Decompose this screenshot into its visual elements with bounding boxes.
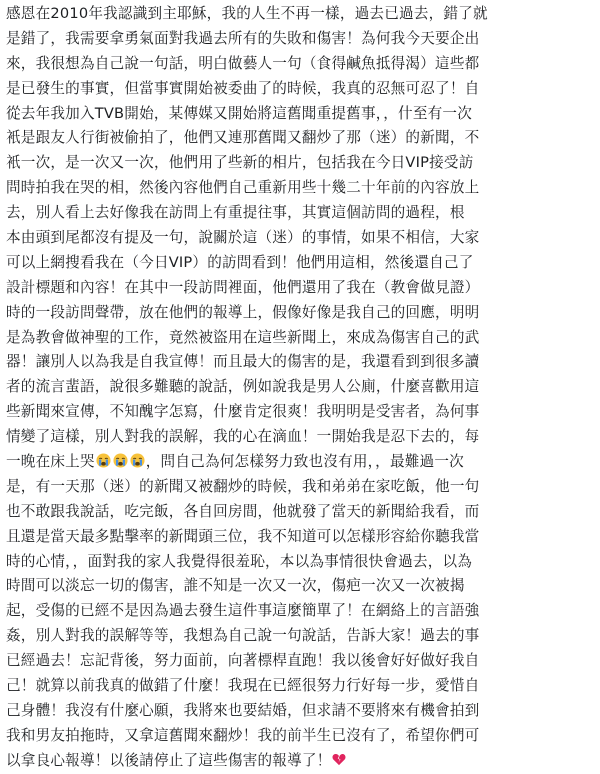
text-line: 是已發生的事實，但當事實開始被委曲了的時候，我真的忍無可忍了！自 xyxy=(6,79,480,97)
text-line: 時間可以淡忘一切的傷害，誰不知是一次又一次，傷疤一次又一次被揭 xyxy=(6,577,465,595)
text-line: 設計標題和內容！在其中一段訪問裡面，他們還用了我在（教會做見證） xyxy=(6,278,480,296)
text-line: 去，別人看上去好像我在訪問上有重提往事，其實這個訪問的過程，根 xyxy=(6,204,465,222)
text-line: 己！就算以前我真的做錯了什麼！我現在已經很努力行好每一步，愛惜自 xyxy=(6,677,480,695)
text-line: 是錯了，我需要拿勇氣面對我過去所有的失敗和傷害！為何我今天要企出 xyxy=(6,29,480,47)
text-line: 器！讓別人以為我是自我宣傳！而且最大的傷害的是，我還看到到很多讀 xyxy=(6,353,480,371)
text-line: 已經過去！忘記背後，努力面前，向著標桿直跑！我以後會好好做好我自 xyxy=(6,652,480,670)
post-body xyxy=(6,2,594,774)
crying-face-icon xyxy=(130,453,145,468)
text-line: 己身體！我沒有什麼心願，我將來也要結婚，但求請不要將來有機會拍到 xyxy=(6,701,480,719)
text-line: 可以上網搜看我在（今日VIP）的訪問看到！他們用這相，然後還自己了 xyxy=(6,253,474,271)
text-line: 是，有一天那（迷）的新聞又被翻炒的時候，我和弟弟在家吃飯，他一句 xyxy=(6,477,480,495)
text-line-with-emoji xyxy=(6,749,594,774)
text-line: 問時拍我在哭的相，然後內容他們自己重新用些十幾二十年前的內容放上 xyxy=(6,179,480,197)
text-line-with-emoji xyxy=(6,450,594,475)
text-line: 姦，別人對我的誤解等等，我想為自己說一句說話，告訴大家！過去的事 xyxy=(6,627,480,645)
text-line: 衹是跟友人行街被偷拍了，他們又連那舊聞又翻炒了那（迷）的新聞，不 xyxy=(6,129,480,147)
text-line: 是為教會做神聖的工作，竟然被盜用在這些新聞上，來成為傷害自己的武 xyxy=(6,328,480,346)
text-line: 我和男友拍拖時，又拿這舊聞來翻炒！我的前半生已沒有了，希望你們可 xyxy=(6,726,480,744)
broken-heart-icon xyxy=(332,753,346,766)
text-segment: 一晚在床上哭 xyxy=(6,453,95,471)
text-segment: ，問自己為何怎樣努力致也沒有用，，最難過一次 xyxy=(145,453,464,471)
crying-face-icon xyxy=(113,453,128,468)
text-line: 來，我很想為自己說一句話，明白做藝人一句（食得鹹魚抵得渴）這些都 xyxy=(6,54,480,72)
text-line: 本由頭到尾都沒有提及一句，說關於這（迷）的事情，如果不相信，大家 xyxy=(6,229,480,247)
text-line: 時的一段訪問聲帶，放在他們的報導上，假像好像是我自己的回應，明明 xyxy=(6,303,480,321)
text-line: 起，受傷的已經不是因為過去發生這件事這麼簡單了！在網絡上的言語強 xyxy=(6,602,480,620)
text-line: 也不敢跟我說話，吃完飯，各自回房間，他就發了當天的新聞給我看，而 xyxy=(6,502,480,520)
text-line: 時的心情，，面對我的家人我覺得很羞恥，本以為事情很快會過去，以為 xyxy=(6,552,473,570)
text-line: 且還是當天最多點擊率的新聞頭三位，我不知道可以怎樣形容給你聽我當 xyxy=(6,527,480,545)
crying-face-icon xyxy=(96,453,111,468)
text-line: 些新聞來宣傳，不知醜字怎寫，什麼肯定很爽！我明明是受害者，為何事 xyxy=(6,403,480,421)
text-segment: 以拿良心報導！以後請停止了這些傷害的報導了！ xyxy=(6,751,332,769)
text-line: 感恩在2010年我認識到主耶穌，我的人生不再一樣，過去已過去，錯了就 xyxy=(6,5,488,22)
text-line: 衹一次，是一次又一次，他們用了些新的相片，包括我在今日VIP接受訪 xyxy=(6,154,474,172)
text-line: 者的流言蜚語，說很多難聽的說話，例如說我是男人公廁，什麼喜歡用這 xyxy=(6,378,480,396)
text-line: 從去年我加入TVB開始，某傳媒又開始將這舊聞重提舊事，，什至有一次 xyxy=(6,104,473,122)
text-line: 情變了這樣，別人對我的誤解，我的心在滴血！一開始我是忍下去的，每 xyxy=(6,428,480,446)
